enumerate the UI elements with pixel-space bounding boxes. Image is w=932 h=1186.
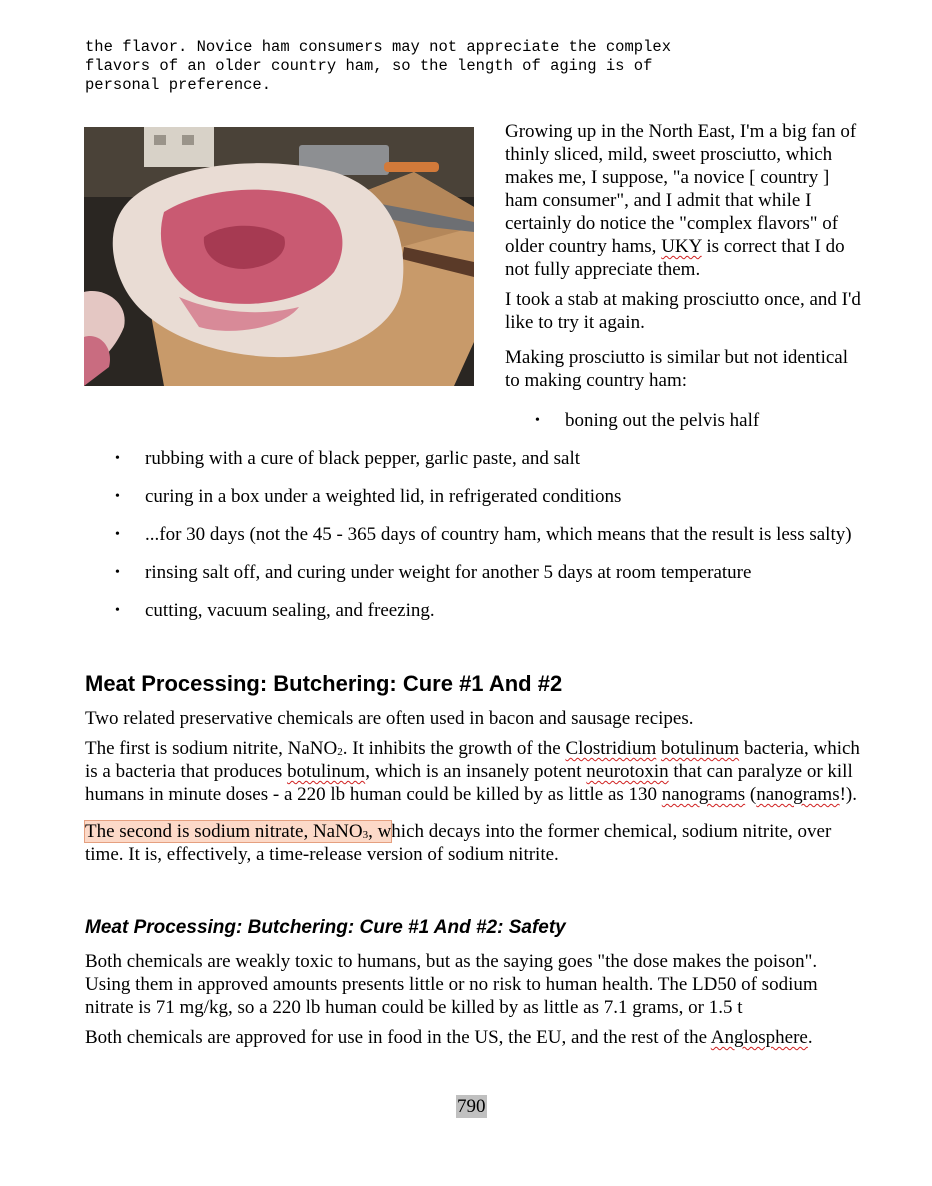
subsection-heading: Meat Processing: Butchering: Cure #1 And #2: Safety: [85, 917, 566, 938]
bullet-icon: •: [115, 527, 120, 542]
bullet-list-side: [505, 409, 885, 447]
side-paragraph-1: Growing up in the North East, I'm a big fan of thinly sliced, mild, sweet prosciutto, which makes me, I suppose, "a novice [ country ] ham consumer", and I admit that while I certainly do notice the "complex flavors" of older country hams, UKY is correct that I do not fully appreciate them.: [505, 121, 857, 280]
prosciutto-side-text: [505, 120, 865, 399]
spellcheck-word: neurotoxin: [586, 761, 669, 782]
text-selection[interactable]: The second is sodium nitrate, NaNO$_3$, w: [85, 821, 392, 842]
bullet-icon: •: [115, 565, 120, 580]
paragraph-nitrate[interactable]: The second is sodium nitrate, NaNO$_3$, which decays into the former chemical, sodium nitrite, over time. It is, effectively, a time-release version of sodium nitrite.: [85, 821, 832, 865]
bullet-icon: •: [115, 489, 120, 504]
list-item: • curing in a box under a weighted lid, in refrigerated conditions: [115, 486, 622, 507]
list-item: • rubbing with a cure of black pepper, garlic paste, and salt: [115, 448, 581, 469]
paragraph-toxicity: Both chemicals are weakly toxic to humans, but as the saying goes "the dose makes the poison". Using them in approved amounts presents little or no risk to human health. The LD50 of sodium nitrate is 71 mg/kg, so a 220 lb human could be killed by as little as 7.1 grams, or 1.5 t: [85, 951, 818, 1018]
side-paragraph-3: Making prosciutto is similar but not identical to making country ham:: [505, 347, 849, 391]
bullet-icon: •: [535, 413, 540, 428]
intro-code-text: the flavor. Novice ham consumers may not appreciate the complex flavors of an older country ham, so the length of aging is of personal preference.: [85, 38, 671, 94]
safety-body-text: [85, 950, 865, 1056]
paragraph-nitrite: The first is sodium nitrite, NaNO$_2$. It inhibits the growth of the Clostridium botulinum bacteria, which is a bacteria that produces botulinum, which is an insanely potent neurotoxin that can paralyze or kill humans in minute doses - a 220 lb human could be killed by as little as 130 nanograms (nanograms!).: [85, 738, 860, 805]
bullet-icon: •: [115, 451, 120, 466]
spellcheck-word: nanograms: [661, 784, 746, 805]
side-paragraph-2: I took a stab at making prosciutto once, and I'd like to try it again.: [505, 289, 861, 333]
cure-body-text: [85, 707, 865, 873]
list-item: • cutting, vacuum sealing, and freezing.: [115, 600, 435, 621]
spellcheck-word: Anglosphere: [710, 1027, 808, 1048]
bullet-list: [85, 447, 865, 637]
list-item: • rinsing salt off, and curing under weight for another 5 days at room temperature: [115, 562, 752, 583]
spellcheck-word: nanograms: [756, 784, 840, 805]
bullet-icon: •: [115, 603, 120, 618]
page-number: 790: [457, 1096, 486, 1117]
spellcheck-word: botulinum: [661, 738, 740, 759]
paragraph-approval: Both chemicals are approved for use in food in the US, the EU, and the rest of the Anglosphere.: [85, 1027, 813, 1048]
spellcheck-word: Clostridium: [565, 738, 657, 759]
paragraph-intro: Two related preservative chemicals are often used in bacon and sausage recipes.: [85, 708, 694, 729]
spellcheck-word: UKY: [661, 236, 702, 257]
section-heading: Meat Processing: Butchering: Cure #1 And #2: [85, 671, 563, 696]
spellcheck-word: botulinum: [287, 761, 366, 782]
list-item: • boning out the pelvis half: [535, 410, 760, 431]
prosciutto-ham-photo: [84, 127, 474, 386]
list-item: • ...for 30 days (not the 45 - 365 days of country ham, which means that the result is less salty): [115, 524, 852, 545]
